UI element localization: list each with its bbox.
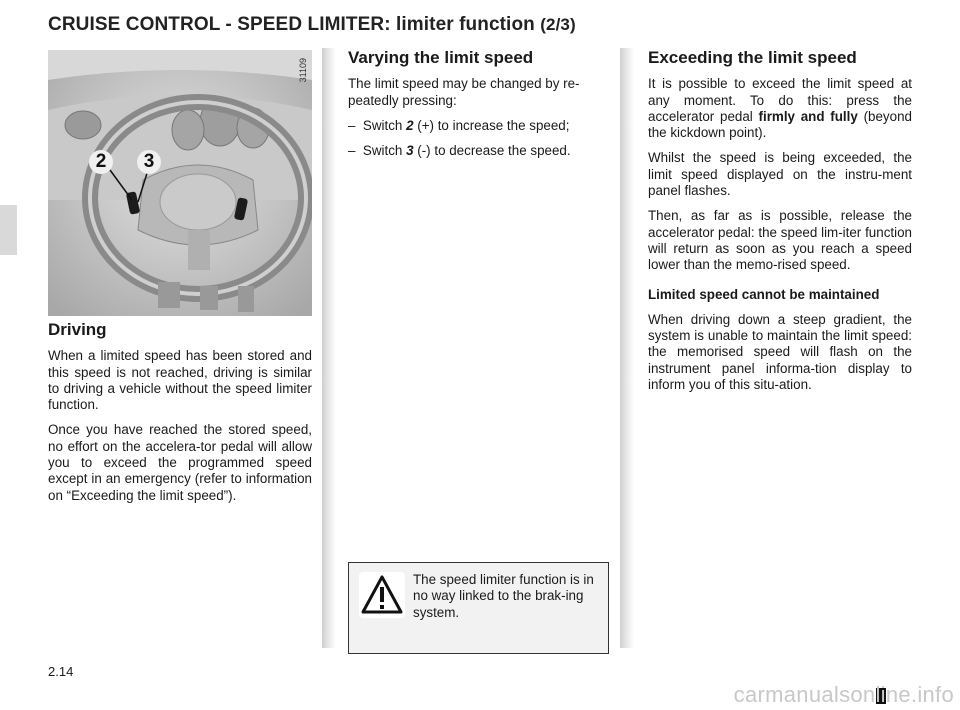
list-rest: (-) to decrease the speed. bbox=[413, 143, 571, 159]
steering-wheel-illustration bbox=[48, 50, 312, 316]
exceeding-p1-bold: firmly and fully bbox=[758, 108, 858, 124]
varying-intro: The limit speed may be changed by re-peatedly pressing: bbox=[348, 76, 580, 108]
exceeding-p1-text: It is possible to exceed the limit speed at any moment. To do this: press the accelerator pedal bbox=[648, 76, 912, 124]
exceeding-paragraph-2: Whilst the speed is being exceeded, the limit speed displayed on the instru-ment panel flashes. bbox=[648, 150, 912, 199]
warning-text: The speed limiter function is in no way linked to the brak-ing system. bbox=[413, 572, 594, 620]
list-prefix: Switch bbox=[362, 143, 407, 159]
list-item bbox=[348, 118, 610, 134]
driving-paragraph-2: Once you have reached the stored speed, no effort on the accelera-tor pedal will allow you to exceed the programmed speed except in an emergency (refer to information on “Exceeding the limit speed”). bbox=[48, 422, 312, 503]
switch-number: 2 bbox=[406, 117, 414, 133]
exceeding-paragraph-3: Then, as far as is possible, release the accelerator pedal: the speed lim-iter function will return as soon as you reach a speed lower than the memo-rised speed. bbox=[648, 208, 912, 273]
list-prefix: Switch bbox=[362, 117, 407, 133]
driving-heading: Driving bbox=[48, 320, 107, 339]
warning-box bbox=[348, 562, 609, 654]
switch-number: 3 bbox=[406, 143, 414, 159]
list-rest: (+) to increase the speed; bbox=[413, 117, 570, 133]
driving-paragraph-1: When a limited speed has been stored and this speed is not reached, driving is similar to driving a vehicle without the speed limiter function. bbox=[48, 348, 312, 413]
callout-switch-2: 2 bbox=[89, 150, 113, 174]
page-title-text: CRUISE CONTROL - SPEED LIMITER: limiter function bbox=[48, 14, 535, 35]
driving-section bbox=[48, 322, 312, 513]
section-tab bbox=[0, 205, 17, 255]
page-number: 2.14 bbox=[48, 664, 74, 679]
exceeding-subheading: Limited speed cannot be maintained bbox=[648, 286, 880, 302]
varying-section bbox=[348, 50, 610, 168]
column-divider bbox=[322, 48, 336, 648]
exceeding-heading: Exceeding the limit speed bbox=[648, 48, 857, 67]
exceeding-paragraph-1 bbox=[648, 76, 912, 141]
page-title bbox=[48, 14, 576, 36]
page-title-part: (2/3) bbox=[540, 15, 576, 34]
warning-triangle-icon bbox=[359, 572, 405, 618]
callout-switch-3: 3 bbox=[137, 150, 161, 174]
exceeding-p1-end: (beyond the kickdown point). bbox=[648, 108, 912, 141]
column-divider bbox=[620, 48, 634, 648]
list-item bbox=[348, 143, 610, 159]
varying-heading: Varying the limit speed bbox=[348, 48, 534, 67]
figure-code: 31109 bbox=[298, 58, 308, 83]
exceeding-paragraph-4: When driving down a steep gradient, the system is unable to maintain the limit speed: the memorised speed will flash on the instrument panel informa-tion display to inform you of this situ-ation. bbox=[648, 311, 912, 393]
steering-wheel-figure bbox=[48, 50, 312, 316]
list-dash: – bbox=[348, 117, 356, 133]
watermark: carmanualsonline.info bbox=[733, 682, 954, 707]
switch-list bbox=[348, 118, 610, 160]
exceeding-section bbox=[648, 50, 912, 402]
list-dash: – bbox=[348, 143, 356, 159]
